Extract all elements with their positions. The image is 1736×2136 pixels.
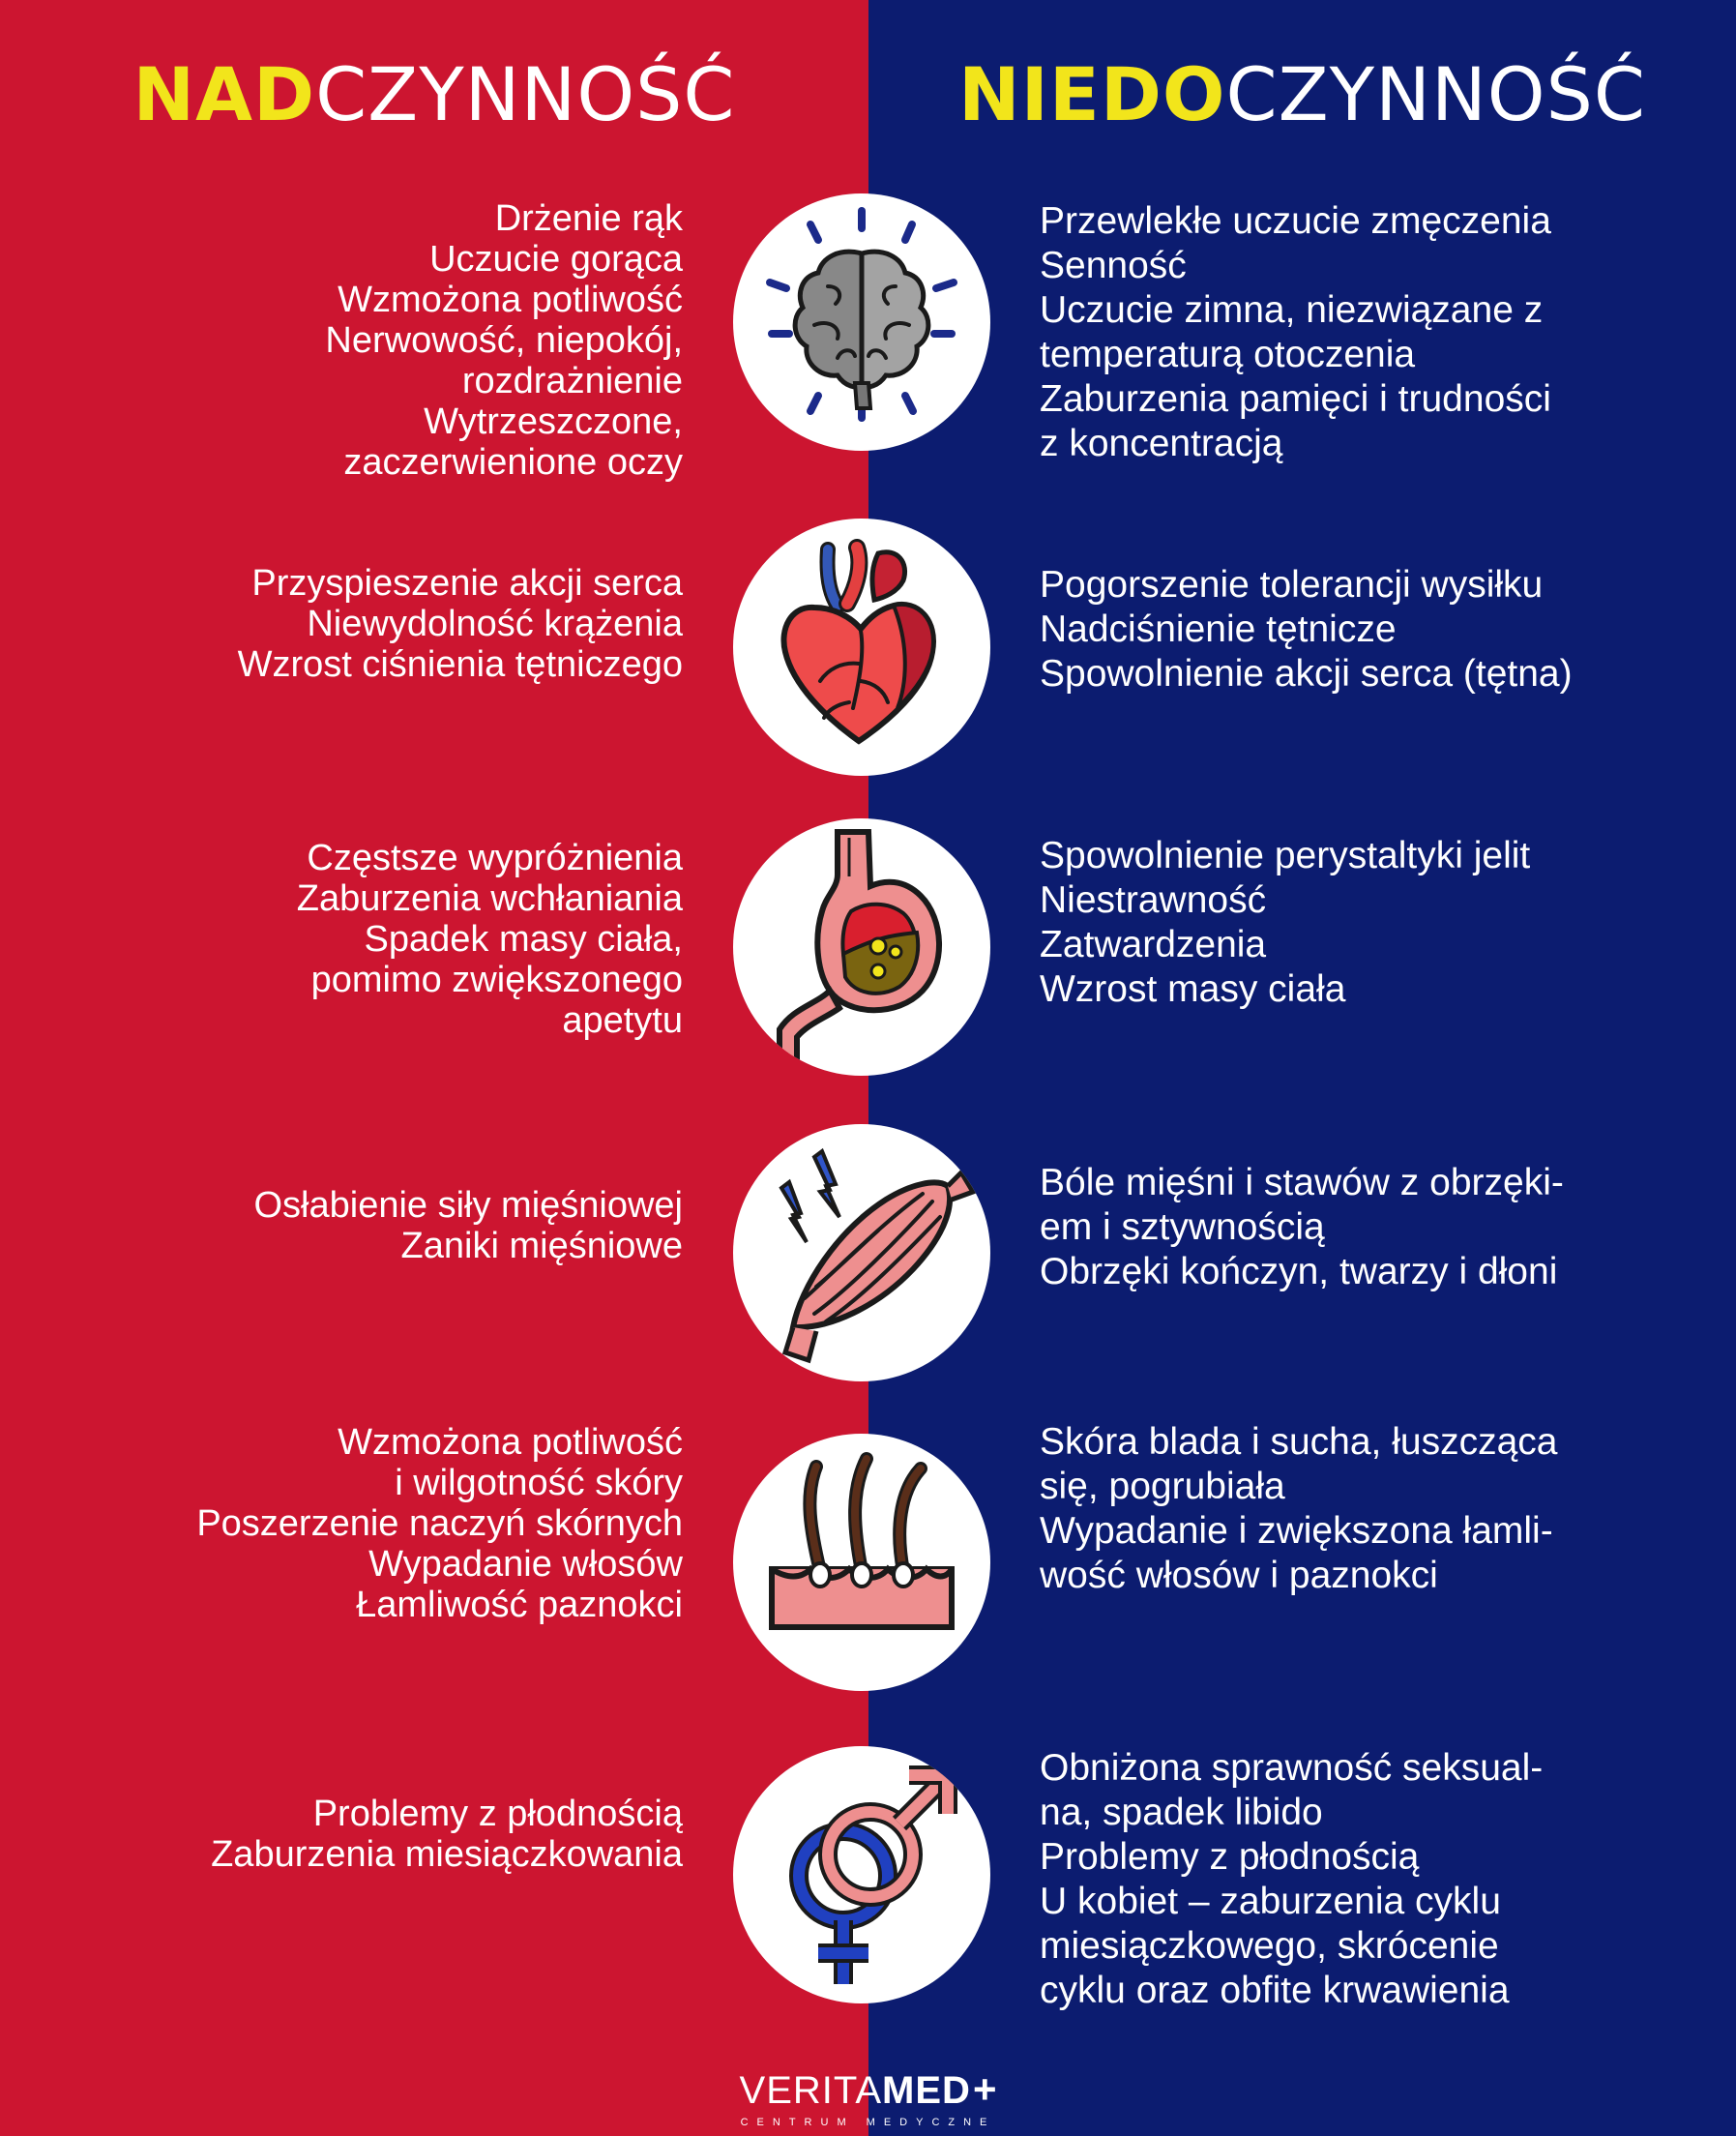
symptom: Obrzęki kończyn, twarzy i dłoni <box>1040 1251 1558 1292</box>
symptom: Problemy z płodnością <box>312 1794 683 1834</box>
stomach-icon <box>733 818 990 1076</box>
brain-icon <box>733 193 990 451</box>
symptom: Spowolnienie akcji serca (tętna) <box>1040 653 1573 695</box>
gender-symbols-icon <box>733 1746 990 2003</box>
logo-light: VERITA <box>739 2069 883 2112</box>
symptom: Przewlekłe uczucie zmęczenia <box>1040 200 1551 242</box>
symptom: Wytrzeszczone, <box>424 401 683 442</box>
symptom: Pogorszenie tolerancji wysiłku <box>1040 564 1544 606</box>
symptom: cyklu oraz obfite krwawienia <box>1040 1970 1510 2011</box>
symptom: wość włosów i paznokci <box>1040 1555 1438 1596</box>
row-6-hypo-symptoms <box>1040 1746 1717 2013</box>
symptom: Wzrost masy ciała <box>1040 968 1346 1010</box>
symptom: Niestrawność <box>1040 879 1267 921</box>
symptom: pomimo zwiększonego <box>310 960 683 1000</box>
title-left-rest: CZYNNOŚĆ <box>315 51 736 137</box>
row-2-hyper-symptoms <box>39 563 683 685</box>
symptom: Uczucie gorąca <box>429 239 683 280</box>
symptom: rozdrażnienie <box>461 361 683 401</box>
symptom: Bóle mięśni i stawów z obrzęki- <box>1040 1162 1564 1203</box>
symptom: Uczucie zimna, niezwiązane z <box>1040 289 1544 331</box>
symptom: temperaturą otoczenia <box>1040 334 1416 375</box>
symptom: na, spadek libido <box>1040 1792 1323 1833</box>
muscle-icon <box>733 1124 990 1381</box>
symptom: Wzmożona potliwość <box>338 280 683 320</box>
row-1-hyper-symptoms <box>39 198 683 483</box>
symptom: Zaniki mięśniowe <box>400 1226 683 1266</box>
symptom: Skóra blada i sucha, łuszcząca <box>1040 1421 1558 1463</box>
medical-cross-icon: + <box>972 2066 997 2112</box>
symptom: Senność <box>1040 245 1187 286</box>
skin-hair-icon <box>733 1434 990 1691</box>
symptom: Zaburzenia wchłaniania <box>296 878 683 919</box>
symptom: Częstsze wypróżnienia <box>307 838 683 878</box>
symptom: miesiączkowego, skrócenie <box>1040 1925 1499 1967</box>
symptom: Zaburzenia pamięci i trudności <box>1040 378 1551 420</box>
symptom: em i sztywnością <box>1040 1206 1325 1248</box>
row-3-hyper-symptoms <box>39 838 683 1041</box>
symptom: zaczerwienione oczy <box>343 442 683 483</box>
symptom: Wzrost ciśnienia tętniczego <box>237 644 683 685</box>
row-1-hypo-symptoms <box>1040 199 1717 466</box>
symptom: Łamliwość paznokci <box>356 1585 683 1625</box>
symptom: Osłabienie siły mięśniowej <box>253 1185 683 1226</box>
logo-bold: MED <box>882 2069 971 2112</box>
title-hyperfunction <box>0 46 868 143</box>
logo-wordmark <box>740 2069 971 2113</box>
symptom: Zatwardzenia <box>1040 924 1267 965</box>
symptom: Spowolnienie perystaltyki jelit <box>1040 835 1531 876</box>
symptom: Problemy z płodnością <box>1040 1836 1420 1878</box>
row-5-hyper-symptoms <box>39 1422 683 1625</box>
logo-subtitle: CENTRUM MEDYCZNE <box>740 2117 996 2128</box>
row-4-hypo-symptoms <box>1040 1161 1717 1294</box>
symptom: Poszerzenie naczyń skórnych <box>196 1503 683 1544</box>
row-5-hypo-symptoms <box>1040 1420 1717 1598</box>
symptom: Wypadanie i zwiększona łamli- <box>1040 1510 1553 1552</box>
symptom: apetytu <box>562 1000 683 1041</box>
symptom: Wypadanie włosów <box>368 1544 683 1585</box>
symptom: Przyspieszenie akcji serca <box>251 563 683 604</box>
symptom: Wzmożona potliwość <box>338 1422 683 1463</box>
row-3-hypo-symptoms <box>1040 834 1717 1012</box>
title-hypofunction <box>868 46 1736 143</box>
heart-icon <box>733 519 990 776</box>
symptom: i wilgotność skóry <box>395 1463 683 1503</box>
veritamed-logo <box>0 2066 1736 2128</box>
symptom: Zaburzenia miesiączkowania <box>211 1834 683 1875</box>
row-4-hyper-symptoms <box>39 1185 683 1266</box>
title-right-rest: CZYNNOŚĆ <box>1225 51 1646 137</box>
symptom: U kobiet – zaburzenia cyklu <box>1040 1881 1501 1922</box>
symptom: Spadek masy ciała, <box>364 919 683 960</box>
title-left-highlight: NAD <box>132 51 316 137</box>
symptom: się, pogrubiała <box>1040 1466 1285 1507</box>
symptom: Drżenie rąk <box>494 198 683 239</box>
title-right-highlight: NIEDO <box>958 51 1226 137</box>
symptom: Nadciśnienie tętnicze <box>1040 608 1397 650</box>
symptom: Nerwowość, niepokój, <box>325 320 683 361</box>
row-6-hyper-symptoms <box>39 1794 683 1875</box>
symptom: Niewydolność krążenia <box>307 604 683 644</box>
row-2-hypo-symptoms <box>1040 563 1717 697</box>
symptom: Obniżona sprawność seksual- <box>1040 1747 1544 1789</box>
symptom: z koncentracją <box>1040 423 1283 464</box>
